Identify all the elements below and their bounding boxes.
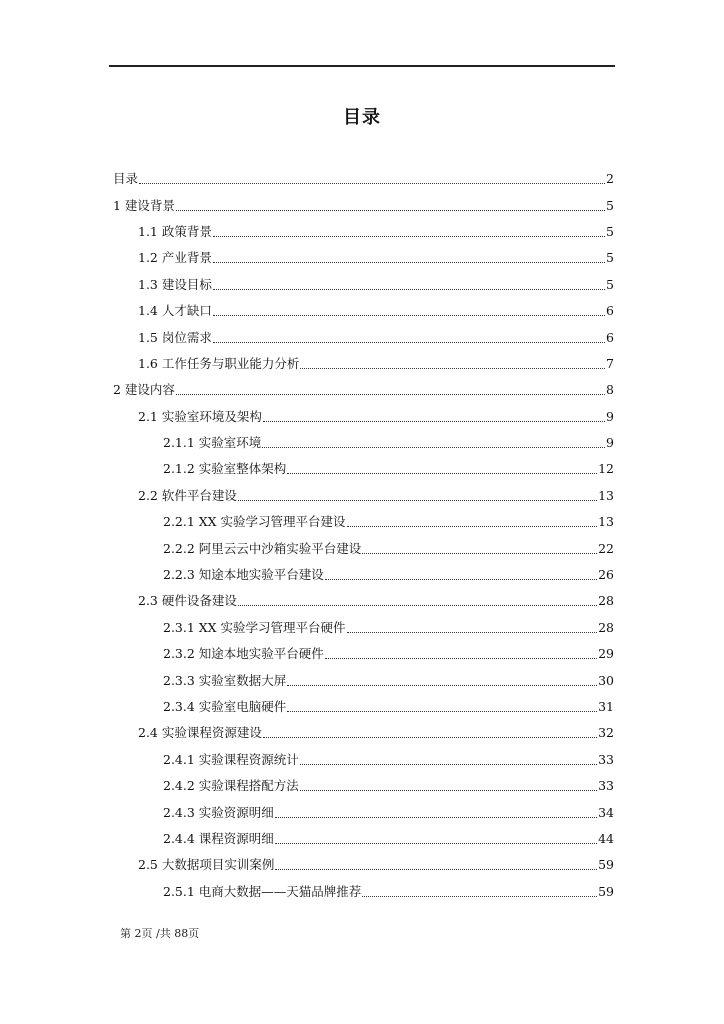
toc-entry-title: 2.2 软件平台建设	[138, 487, 237, 503]
toc-entry[interactable]	[0, 773, 724, 799]
toc-entry-title: 1.5 岗位需求	[138, 329, 212, 345]
header-rule	[109, 65, 615, 67]
dot-leader	[213, 342, 605, 343]
toc-entry[interactable]	[0, 456, 724, 482]
toc-entry-title: 2.3.2 知途本地实验平台硬件	[163, 646, 324, 662]
toc-entry-page-number: 13	[598, 487, 614, 503]
toc-entry-title: 2.5.1 电商大数据——天猫品牌推荐	[163, 883, 362, 899]
toc-entry-title: 2.5 大数据项目实训案例	[138, 857, 275, 873]
dot-leader	[263, 737, 597, 738]
toc-entry-page-number: 8	[606, 382, 614, 398]
toc-entry-page-number: 12	[598, 461, 614, 477]
toc-entry[interactable]	[0, 588, 724, 614]
toc-entry-page-number: 2	[606, 171, 614, 187]
toc-entry[interactable]	[0, 562, 724, 588]
dot-leader	[263, 421, 605, 422]
toc-entry-title: 1.3 建设目标	[138, 276, 212, 292]
toc-entry[interactable]	[0, 483, 724, 509]
dot-leader	[275, 869, 597, 870]
dot-leader	[275, 817, 597, 818]
toc-entry-page-number: 26	[598, 567, 614, 583]
table-of-contents	[0, 166, 724, 905]
toc-entry[interactable]	[0, 694, 724, 720]
toc-entry[interactable]	[0, 272, 724, 298]
toc-entry-page-number: 28	[598, 593, 614, 609]
page-title: 目录	[343, 107, 381, 128]
toc-entry-title: 2.1.1 实验室环境	[163, 435, 262, 451]
dot-leader	[347, 526, 598, 527]
toc-entry[interactable]	[0, 404, 724, 430]
toc-entry-title: 1 建设背景	[113, 197, 175, 213]
dot-leader	[213, 236, 605, 237]
toc-entry[interactable]	[0, 166, 724, 192]
toc-entry-title: 2.2.1 XX 实验学习管理平台建设	[163, 514, 346, 530]
toc-entry-title: 2.3.4 实验室电脑硬件	[163, 699, 287, 714]
dot-leader	[325, 579, 597, 580]
toc-entry[interactable]	[0, 377, 724, 403]
toc-entry-page-number: 5	[606, 276, 614, 292]
toc-entry[interactable]	[0, 298, 724, 324]
toc-entry[interactable]	[0, 852, 724, 878]
toc-entry[interactable]	[0, 430, 724, 456]
toc-entry[interactable]	[0, 667, 724, 693]
dot-leader	[176, 394, 605, 395]
toc-entry[interactable]	[0, 747, 724, 773]
toc-entry-page-number: 22	[598, 540, 614, 556]
dot-leader	[213, 289, 605, 290]
toc-entry[interactable]	[0, 192, 724, 218]
toc-entry-page-number: 34	[598, 804, 614, 820]
toc-entry-title: 2.4.4 课程资源明细	[163, 830, 274, 846]
toc-entry-page-number: 30	[598, 672, 614, 688]
toc-entry-title: 2.3.3 实验室数据大屏	[163, 672, 287, 688]
toc-entry-page-number: 13	[598, 514, 614, 530]
dot-leader	[300, 764, 597, 765]
toc-entry-title: 2.4.2 实验课程搭配方法	[163, 778, 299, 794]
dot-leader	[287, 711, 597, 712]
toc-entry-page-number: 44	[598, 830, 614, 846]
dot-leader	[139, 183, 605, 184]
toc-entry[interactable]	[0, 351, 724, 377]
toc-entry-page-number: 29	[598, 646, 614, 662]
dot-leader	[176, 210, 605, 211]
toc-entry-title: 2.3.1 XX 实验学习管理平台硬件	[163, 619, 346, 635]
toc-entry-title: 2.1.2 实验室整体架构	[163, 461, 287, 477]
toc-entry-page-number: 33	[598, 751, 614, 767]
toc-entry-title: 1.4 人才缺口	[138, 303, 212, 319]
toc-entry-title: 2 建设内容	[113, 382, 175, 398]
toc-entry[interactable]	[0, 509, 724, 535]
dot-leader	[238, 500, 597, 501]
toc-entry-page-number: 28	[598, 619, 614, 635]
dot-leader	[213, 315, 605, 316]
dot-leader	[362, 896, 597, 897]
dot-leader	[238, 605, 597, 606]
toc-entry-title: 1.6 工作任务与职业能力分析	[138, 355, 300, 371]
dot-leader	[300, 368, 605, 369]
dot-leader	[362, 553, 597, 554]
toc-entry-title: 2.4 实验课程资源建设	[138, 725, 262, 741]
toc-entry[interactable]	[0, 720, 724, 746]
toc-entry-title: 2.1 实验室环境及架构	[138, 408, 262, 424]
toc-entry-page-number: 6	[606, 329, 614, 345]
toc-entry[interactable]	[0, 219, 724, 245]
toc-entry[interactable]	[0, 615, 724, 641]
toc-entry[interactable]	[0, 799, 724, 825]
toc-entry[interactable]	[0, 245, 724, 271]
toc-entry-title: 2.4.1 实验课程资源统计	[163, 751, 299, 767]
dot-leader	[275, 843, 597, 844]
toc-entry-page-number: 31	[598, 699, 614, 714]
toc-entry[interactable]	[0, 641, 724, 667]
toc-entry-title: 目录	[113, 171, 139, 187]
toc-entry-page-number: 9	[606, 408, 614, 424]
toc-entry-title: 2.2.2 阿里云云中沙箱实验平台建设	[163, 540, 362, 556]
dot-leader	[325, 658, 597, 659]
dot-leader	[262, 447, 605, 448]
dot-leader	[347, 632, 598, 633]
toc-entry-page-number: 59	[598, 883, 614, 899]
toc-entry[interactable]	[0, 535, 724, 561]
toc-entry-page-number: 9	[606, 435, 614, 451]
toc-entry-title: 1.2 产业背景	[138, 250, 212, 266]
toc-entry-page-number: 33	[598, 778, 614, 794]
toc-entry[interactable]	[0, 324, 724, 350]
dot-leader	[300, 790, 597, 791]
page-footer: 第 2页 /共 88页	[120, 927, 200, 940]
toc-entry-page-number: 5	[606, 250, 614, 266]
toc-entry-page-number: 59	[598, 857, 614, 873]
dot-leader	[213, 262, 605, 263]
toc-entry[interactable]	[0, 826, 724, 852]
toc-entry-page-number: 5	[606, 223, 614, 239]
toc-entry-title: 2.4.3 实验资源明细	[163, 804, 274, 820]
toc-entry-title: 2.3 硬件设备建设	[138, 593, 237, 609]
toc-entry-page-number: 7	[606, 355, 614, 371]
toc-entry-title: 2.2.3 知途本地实验平台建设	[163, 567, 324, 583]
dot-leader	[287, 473, 597, 474]
toc-entry-page-number: 5	[606, 197, 614, 213]
toc-entry-page-number: 32	[598, 725, 614, 741]
toc-entry-page-number: 6	[606, 303, 614, 319]
toc-entry-title: 1.1 政策背景	[138, 223, 212, 239]
toc-entry[interactable]	[0, 879, 724, 905]
dot-leader	[287, 685, 597, 686]
